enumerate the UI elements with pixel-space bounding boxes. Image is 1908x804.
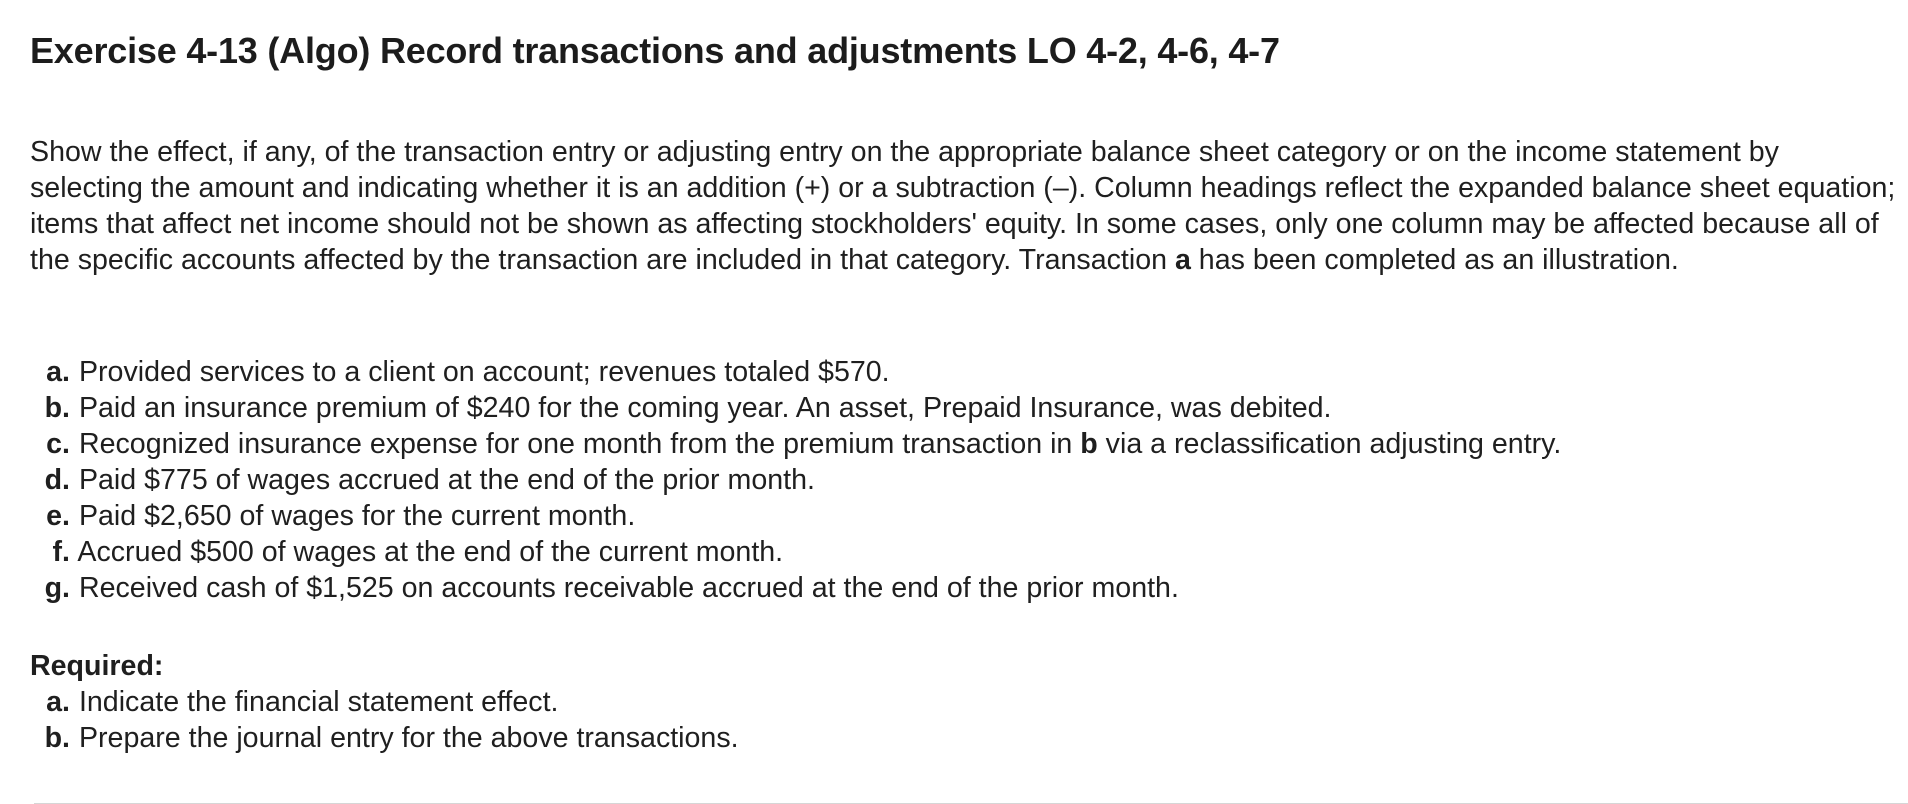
transaction-text: Accrued $500 of wages at the end of the current month. xyxy=(77,536,784,568)
transaction-letter: f. xyxy=(52,536,70,568)
transaction-letter: c. xyxy=(46,428,70,460)
required-item-a xyxy=(30,684,739,720)
instructions-paragraph xyxy=(30,134,1896,278)
transaction-item-b xyxy=(30,390,1561,426)
transaction-text: Paid an insurance premium of $240 for the coming year. An asset, Prepaid Insurance, was debited. xyxy=(78,392,1332,424)
transaction-text: Provided services to a client on account; revenues totaled $570. xyxy=(78,356,890,388)
transaction-text-end: via a reclassification adjusting entry. xyxy=(1097,428,1562,460)
transaction-letter: e. xyxy=(46,500,70,532)
transaction-letter: b. xyxy=(44,392,70,424)
transaction-item-f xyxy=(30,534,1561,570)
transaction-item-g xyxy=(30,570,1561,606)
transaction-item-e xyxy=(30,498,1561,534)
transaction-letter: a. xyxy=(46,356,70,388)
required-letter: b. xyxy=(44,722,70,754)
required-heading: Required: xyxy=(30,650,164,682)
transaction-letter: d. xyxy=(44,464,70,496)
required-item-b xyxy=(30,720,739,756)
required-letter: a. xyxy=(46,686,70,718)
required-text: Prepare the journal entry for the above transactions. xyxy=(78,722,739,754)
transaction-text: Paid $775 of wages accrued at the end of the prior month. xyxy=(78,464,815,496)
page-title: Exercise 4-13 (Algo) Record transactions and adjustments LO 4-2, 4-6, 4-7 xyxy=(30,30,1280,71)
transaction-text: Recognized insurance expense for one month from the premium transaction in xyxy=(78,428,1081,460)
transaction-bold-ref: b xyxy=(1080,428,1098,460)
instructions-text-end: has been completed as an illustration. xyxy=(1190,244,1679,276)
required-text: Indicate the financial statement effect. xyxy=(78,686,559,718)
transaction-item-a xyxy=(30,354,1561,390)
transaction-item-c xyxy=(30,426,1561,462)
transaction-item-d xyxy=(30,462,1561,498)
transaction-text: Paid $2,650 of wages for the current month. xyxy=(78,500,636,532)
required-list xyxy=(30,684,739,756)
transaction-letter: g. xyxy=(44,572,70,604)
instructions-bold-letter: a xyxy=(1174,244,1191,276)
transaction-text: Received cash of $1,525 on accounts receivable accrued at the end of the prior month. xyxy=(78,572,1179,604)
instructions-text: Show the effect, if any, of the transaction entry or adjusting entry on the appropriate balance sheet category or on the income statement by selecting the amount and indicating whether it is an addition (+) or a subtraction (–). Column headings reflect the expanded balance sheet equation; items that affect net income should not be shown as affecting stockholders' equity. In some cases, only one column may be affected because all of the specific accounts affected by the transaction are included in that category. Transaction xyxy=(30,136,1896,276)
transactions-list xyxy=(30,354,1561,606)
